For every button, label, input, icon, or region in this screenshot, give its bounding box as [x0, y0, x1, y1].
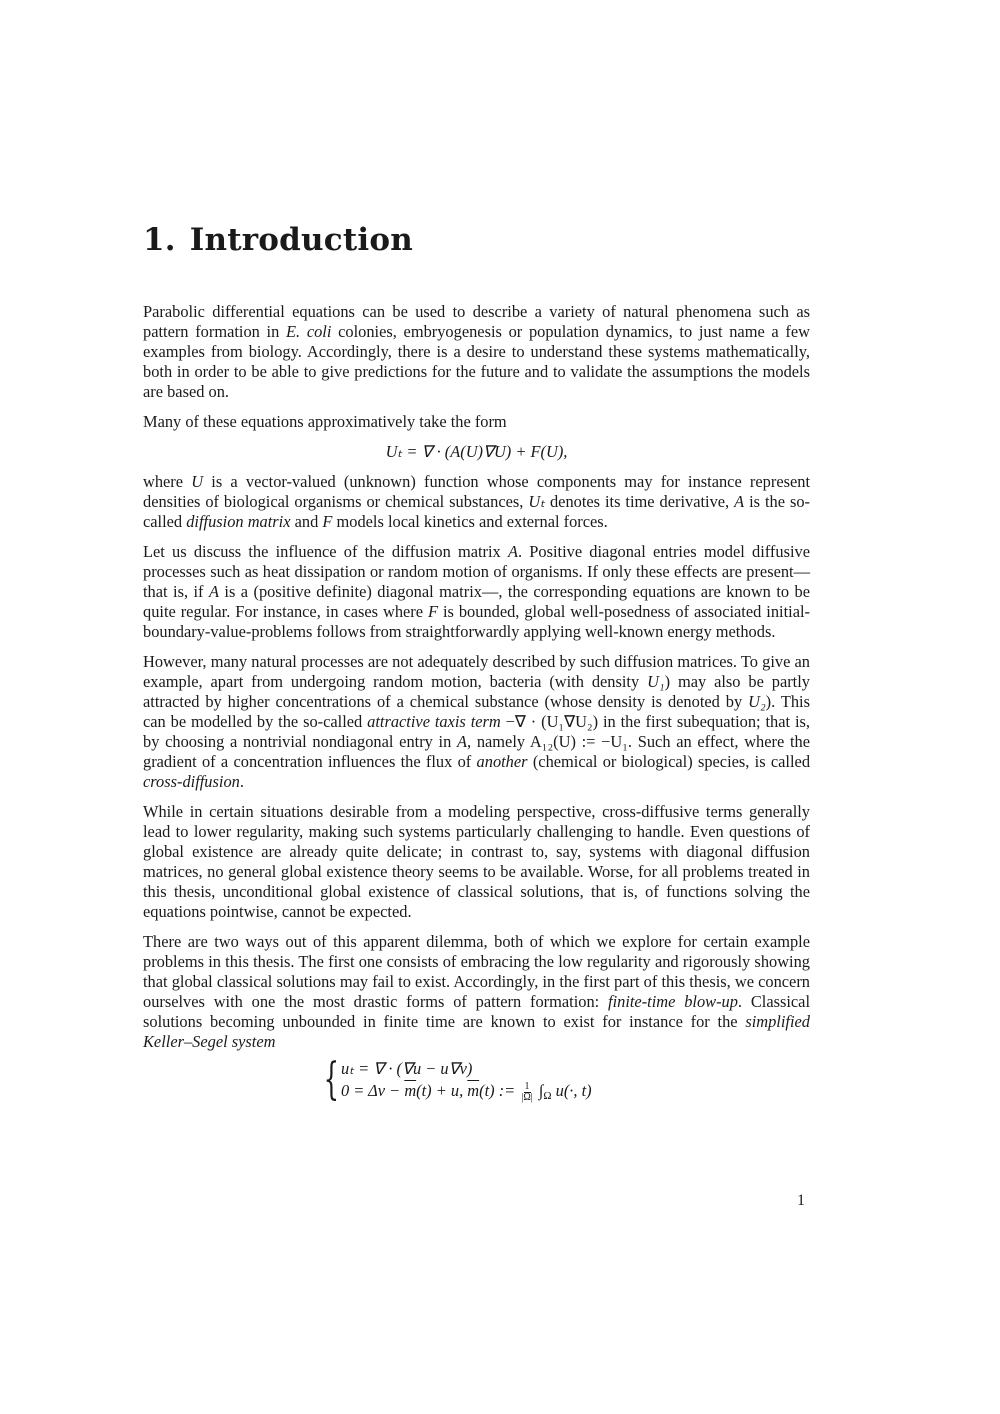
page-number: 1 [797, 1192, 805, 1209]
paragraph-4: Let us discuss the influence of the diffusion matrix A. Positive diagonal entries model diffusive processes such as heat dissipation or random motion of organisms. If only these effects are present—that is, if A is a (positive definite) diagonal matrix—, the corresponding equations are known to be quite regular. For instance, in cases where F is bounded, global well-posedness of associated initial-boundary-value-problems follows from straightforwardly applying well-known energy methods. [143, 542, 810, 641]
equation-main: Uₜ = ∇ · (A(U)∇U) + F(U), [385, 442, 568, 461]
paragraph-7: There are two ways out of this apparent dilemma, both of which we explore for certain example problems in this thesis. The first one consists of embracing the low regularity and rigorously showing that global classical solutions may fail to exist. Accordingly, in the first part of this thesis, we concern ourselves with one the most drastic forms of pattern formation: finite-time blow-up. Classical solutions becoming unbounded in finite time are known to exist for instance for the simplified Keller–Segel system [143, 932, 811, 1051]
body-text [143, 302, 811, 1106]
paragraph-2: Many of these equations approximatively take the form [143, 412, 507, 431]
paragraph-6: While in certain situations desirable from a modeling perspective, cross-diffusive terms generally lead to lower regularity, making such systems particularly challenging to handle. Even questions of global existence are already quite delicate; in contrast to, say, systems with diagonal diffusion matrices, no general global existence theory seems to be available. Worse, for all problems treated in this thesis, unconditional global existence of classical solutions, that is, of functions solving the equations pointwise, cannot be expected. [143, 802, 810, 921]
equation-system [311, 1054, 810, 1106]
left-brace: { [323, 1054, 339, 1106]
paragraph-1: Parabolic differential equations can be used to describe a variety of natural phenomena such as pattern formation in E. coli colonies, embryogenesis or population dynamics, to just name a few examples from biology. Accordingly, there is a desire to understand these systems mathematically, both in order to be able to give predictions for the future and to validate the assumptions the models are based on. [143, 302, 810, 401]
emphasis-taxis-term: attractive taxis term [367, 712, 501, 731]
emphasis-another: another [476, 752, 528, 771]
chapter-number: 1. [143, 222, 176, 258]
paragraph-5: However, many natural processes are not adequately described by such diffusion matrices. To give an example, apart from undergoing random motion, bacteria (with density U₁) may also be partly attracted by higher concentrations of a chemical substance (whose density is denoted by U₂). This can be modelled by the so-called attractive taxis term −∇ · (U₁∇U₂) in the first subequation; that is, by choosing a nontrivial nondiagonal entry in A, namely A₁₂(U) := −U₁. Such an effect, where the gradient of a concentration influences the flux of another (chemical or biological) species, is called cross-diffusion. [143, 652, 811, 791]
system-line-1: uₜ = ∇ · (∇u − u∇v) [341, 1059, 473, 1078]
paragraph-3: where U is a vector-valued (unknown) function whose components may for instance represent densities of biological organisms or chemical substances, Uₜ denotes its time derivative, A is the so-called diffusion matrix and F models local kinetics and external forces. [143, 472, 810, 531]
emphasis-cross-diffusion: cross-diffusion [143, 772, 240, 791]
emphasis-blow-up: finite-time blow-up [608, 992, 738, 1011]
emphasis-diffusion-matrix: diffusion matrix [186, 512, 291, 531]
emphasis-keller-segel: simplified Keller–Segel system [143, 1012, 810, 1051]
chapter-heading [143, 222, 413, 258]
chapter-title: Introduction [189, 222, 413, 258]
fraction: $\frac{1}{|\Omega|}$ [521, 1080, 533, 1103]
system-line-2: $0 = \Delta v - \overline{m}(t) + u$, $\overline{m}(t)$ := $\frac{1}{|\Omega|}$ $\int_\Omega$ u(·, t) [341, 1080, 592, 1103]
species-name: E. coli [286, 322, 332, 341]
